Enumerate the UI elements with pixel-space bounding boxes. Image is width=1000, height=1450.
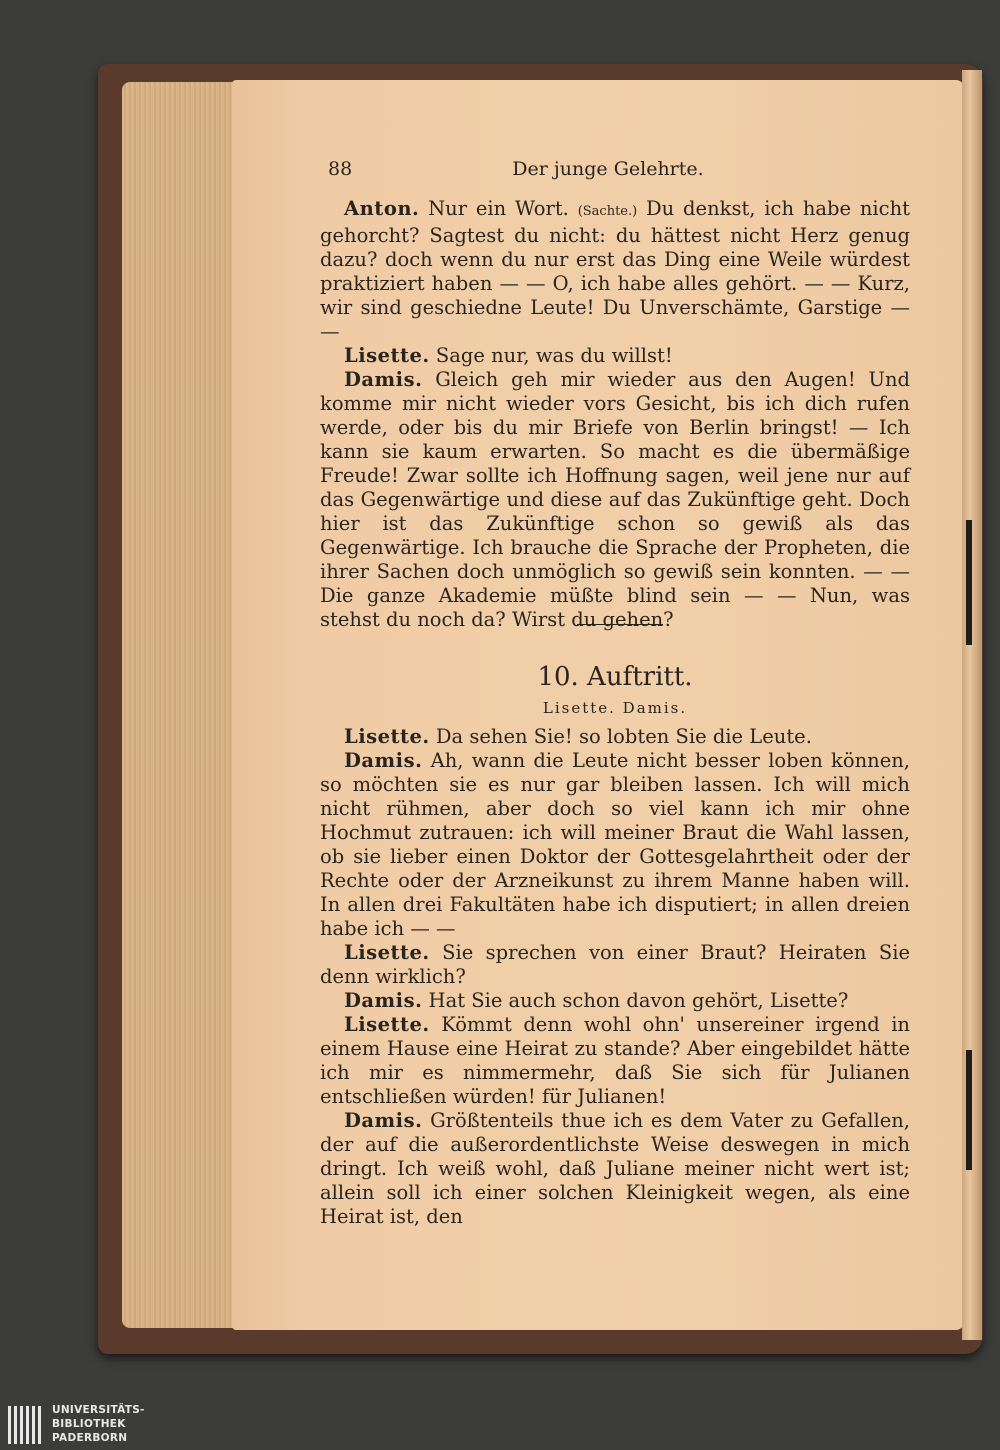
gutter-mark xyxy=(966,520,972,645)
scene-heading: 10. Auftritt. xyxy=(537,662,693,692)
speech-text: Gleich geh mir wieder aus den Augen! Und komme mir nicht wieder vors Gesicht, bis ich dich rufen werde, oder bis du mir Briefe von Berlin bringst! — Ich kann sie kaum erwarten. So macht es die übermäßige Freude! Zwar sollte ich Hoffnung sagen, weil jene nur auf das Gegenwärtige und diese auf das Zukünftige geht. Doch hier ist das Zukünftige schon so gewiß als das Gegenwärtige. Ich brauche die Sprache der Propheten, die ihrer Sachen doch unmöglich so gewiß sein konnten. — — Die ganze Akademie müßte blind sein — — Nun, was stehst du noch da? Wirst du gehen? xyxy=(320,368,910,631)
speech-paragraph xyxy=(320,197,910,344)
library-name-line: PADERBORN xyxy=(52,1432,128,1444)
speech-text: Größtenteils thue ich es dem Vater zu Gefallen, der auf die außerordentlichste Weise deswegen in mich dringt. Ich weiß wohl, daß Juliane meiner nicht wert ist; allein soll ich einer solchen Kleinigkeit wegen, als eine Heirat ist, den xyxy=(320,1109,910,1228)
section-divider xyxy=(577,624,663,625)
gutter-mark xyxy=(966,1050,972,1170)
speech-text: Da sehen Sie! so lobten Sie die Leute. xyxy=(429,725,812,748)
right-page-gutter xyxy=(962,70,982,1340)
speech-text: Sie sprechen von einer Braut? Heiraten Sie denn wirklich? xyxy=(320,941,910,988)
library-name-line: BIBLIOTHEK xyxy=(52,1418,126,1430)
speech-paragraph xyxy=(320,941,910,989)
speaker-name: Damis. xyxy=(344,989,423,1012)
speaker-name: Damis. xyxy=(344,1109,423,1132)
speech-text: Sage nur, was du willst! xyxy=(429,344,673,367)
speech-text: Kömmt denn wohl ohn' unsereiner irgend in einem Hause eine Heirat zu stande? Aber eingebildet hätte ich mir es nimmermehr, daß Sie sich für Julianen entschließen würden! für Julianen! xyxy=(320,1013,910,1108)
speech-paragraph xyxy=(320,1109,910,1229)
speaker-name: Damis. xyxy=(344,368,423,391)
scene-cast: Lisette. Damis. xyxy=(542,699,688,717)
page-number: 88 xyxy=(328,158,353,180)
speech-paragraph xyxy=(320,749,910,941)
speaker-name: Anton. xyxy=(344,197,420,220)
speech-text: Du denkst, ich habe nicht gehorcht? Sagtest du nicht: du hättest nicht Herz genug dazu? doch wenn du nur erst das Ding eine Weile würdest praktiziert haben — — O, ich habe alles gehört. — — Kurz, wir sind geschiedne Leute! Du Unverschämte, Garstige — — xyxy=(320,197,910,343)
page-edges xyxy=(122,82,242,1328)
speaker-name: Lisette. xyxy=(344,1013,430,1036)
speech-text: Hat Sie auch schon davon gehört, Lisette? xyxy=(422,989,849,1012)
speech-text: Ah, wann die Leute nicht besser loben können, so möchten sie es nur gar bleiben lassen. Ich will mich nicht rühmen, aber doch so viel kann ich mir ohne Hochmut zutrauen: ich will meiner Braut die Wahl lassen, ob sie lieber einen Doktor der Gottesgelahrtheit oder der Rechte oder der Arzneikunst zu ihrem Manne haben will. In allen drei Fakultäten habe ich disputiert; in allen dreien habe ich — — xyxy=(320,749,910,940)
speech-paragraph xyxy=(320,344,910,368)
text-block-2 xyxy=(320,725,910,1229)
running-title: Der junge Gelehrte. xyxy=(512,158,704,180)
text-block-1 xyxy=(320,197,910,632)
speech-text: Nur ein Wort. xyxy=(419,197,578,220)
speaker-name: Lisette. xyxy=(344,941,430,964)
library-logo-icon xyxy=(6,1402,46,1448)
stage-direction: (Sachte.) xyxy=(577,204,638,219)
speaker-name: Lisette. xyxy=(344,344,430,367)
speaker-name: Damis. xyxy=(344,749,423,772)
speech-paragraph xyxy=(320,368,910,632)
speech-paragraph xyxy=(320,725,910,749)
speech-paragraph xyxy=(320,1013,910,1109)
library-name xyxy=(52,1403,212,1445)
speaker-name: Lisette. xyxy=(344,725,430,748)
speech-paragraph xyxy=(320,989,910,1013)
library-name-line: UNIVERSITÄTS- xyxy=(52,1404,145,1416)
